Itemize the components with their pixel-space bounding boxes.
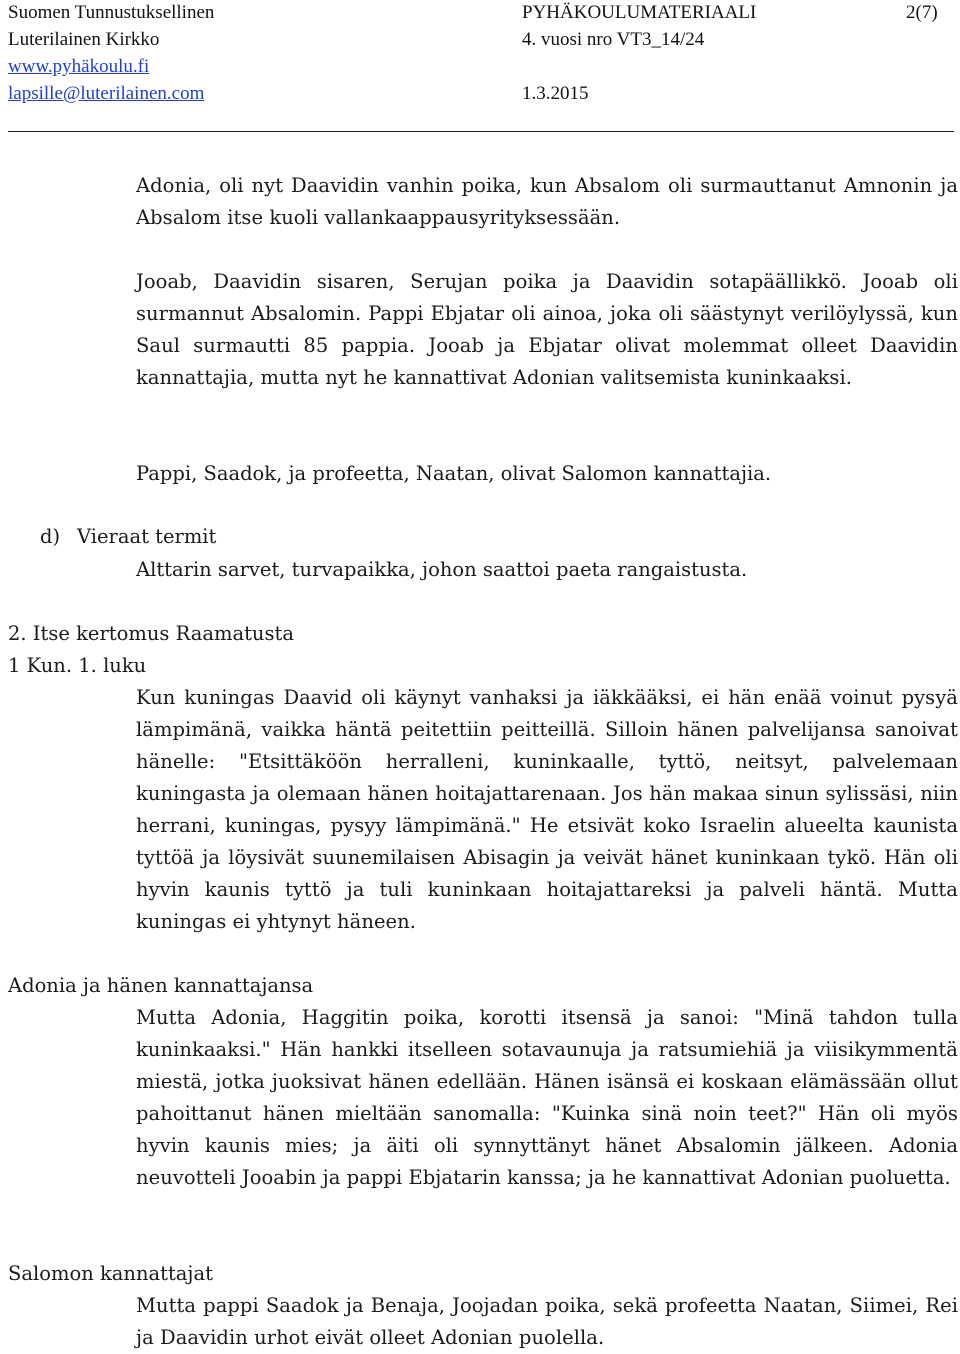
salomon-paragraph: Mutta pappi Saadok ja Benaja, Joojadan poika, sekä profeetta Naatan, Siimei, Rei ja Daavidin urhot eivät olleet Adonian puolella.: [136, 1294, 958, 1349]
chapter-reference: 1 Kun. 1. luku: [8, 654, 147, 677]
website-link[interactable]: www.pyhäkoulu.fi: [8, 56, 150, 77]
kings-paragraph: Kun kuningas Daavid oli käynyt vanhaksi ja iäkkääksi, ei hän enää voinut pysyä lämpimänä, vaikka häntä peitettiin peitteillä. Silloin hänen palvelijansa sanoivat hänelle: "Etsittäköön herralleni, kuninkaalle, tyttö, neitsyt, palvelemaan kuningasta ja olemaan hänen hoitajattarenaan. Jos hän makaa sinun sylissäsi, niin herrani, kuningas, pysyy lämpimänä." He etsivät koko Israelin alueelta kaunista tyttöä ja löysivät suunemilaisen Abisagin ja veivät hänet kuninkaan tykö. Hän oli hyvin kaunis tyttö ja tuli kuninkaan hoitajattareksi ja palveli häntä. Mutta kuningas ei yhtynyt häneen.: [136, 686, 958, 933]
adonia-intro-paragraph: Adonia, oli nyt Daavidin vanhin poika, kun Absalom oli surmauttanut Amnonin ja Absalom itse kuoli vallankaappausyrityksessään.: [136, 174, 958, 229]
email-link[interactable]: lapsille@luterilainen.com: [8, 83, 205, 104]
section-2-heading: 2. Itse kertomus Raamatusta: [8, 622, 294, 645]
org-name-line2: Luterilainen Kirkko: [8, 29, 160, 50]
salomon-heading: Salomon kannattajat: [8, 1262, 213, 1285]
org-name-line1: Suomen Tunnustuksellinen: [8, 2, 215, 23]
section-d-heading: Vieraat termit: [77, 525, 217, 548]
section-d-marker: d): [40, 525, 61, 548]
material-issue: 4. vuosi nro VT3_14/24: [522, 29, 705, 50]
adonia-heading: Adonia ja hänen kannattajansa: [8, 974, 314, 997]
alttari-paragraph: Alttarin sarvet, turvapaikka, johon saattoi paeta rangaistusta.: [136, 558, 748, 581]
jooab-paragraph: Jooab, Daavidin sisaren, Serujan poika ja Daavidin sotapäällikkö. Jooab oli surmannut Absalomin. Pappi Ebjatar oli ainoa, joka oli säästynyt verilöylyssä, kun Saul surmautti 85 pappia. Jooab ja Ebjatar olivat molemmat olleet Daavidin kannattajia, mutta nyt he kannattivat Adonian valitsemista kuninkaaksi.: [136, 270, 958, 389]
material-title: PYHÄKOULUMATERIAALI: [522, 2, 757, 23]
header-divider: [8, 131, 954, 132]
document-date: 1.3.2015: [522, 83, 589, 104]
adonia-paragraph: Mutta Adonia, Haggitin poika, korotti itsensä ja sanoi: "Minä tahdon tulla kuninkaaksi." Hän hankki itselleen sotavaunuja ja ratsumiehiä ja viisikymmentä miestä, jotka juoksivat hänen edellään. Hänen isänsä ei koskaan elämässään ollut pahoittanut hänen mieltään sanomalla: "Kuinka sinä noin teet?" Hän oli myös hyvin kaunis mies; ja äiti oli synnyttänyt hänet Absalomin jälkeen. Adonia neuvotteli Jooabin ja pappi Ebjatarin kanssa; ja he kannattivat Adonian puoluetta.: [136, 1006, 958, 1189]
page-number: 2(7): [906, 2, 938, 23]
saadok-paragraph: Pappi, Saadok, ja profeetta, Naatan, olivat Salomon kannattajia.: [136, 462, 772, 485]
